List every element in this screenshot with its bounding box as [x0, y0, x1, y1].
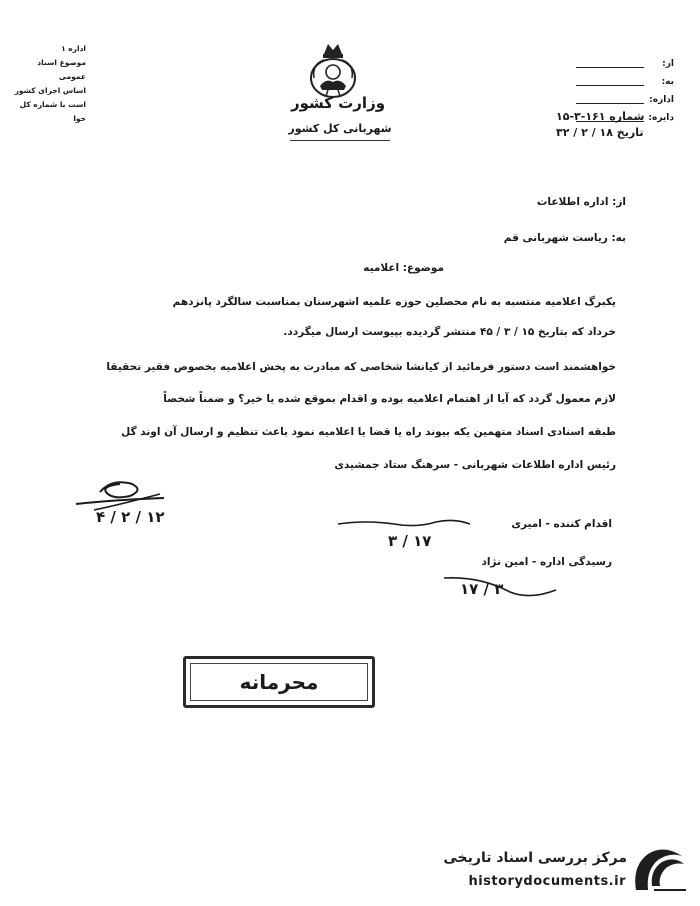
letter-number: شماره ۱۶۱-۳-۱۵ — [556, 110, 645, 123]
letter-to: به: ریاست شهربانی قم — [503, 232, 626, 244]
header-field — [570, 57, 674, 75]
handwritten-stroke — [336, 518, 472, 530]
watermark-url: historydocuments.ir — [468, 874, 626, 889]
header-left-line: موضوع اسناد عمومی — [37, 58, 86, 81]
archive-logo-icon — [630, 846, 688, 894]
header-field-label: از: — [662, 59, 674, 69]
header-left-line: اساس اجرای کشور — [14, 86, 86, 95]
letter-paragraph-line: لازم معمول گردد که آیا از اهتمام اعلامیه بوده و اقدام بموقع شده یا خیر؟ و ضمناً شخصاً — [163, 393, 616, 405]
header-left-line: اداره ۱ — [61, 44, 86, 53]
header-field — [570, 75, 674, 93]
letter-paragraph-line: خرداد که بتاریخ ۱۵ / ۳ / ۴۵ منتشر گردیده بپیوست ارسال میگردد. — [283, 326, 616, 338]
header-left-block — [14, 42, 86, 126]
handling-note: اقدام کننده - امیری — [511, 518, 612, 530]
fill-line — [576, 85, 644, 86]
fill-line — [576, 67, 644, 68]
letter-paragraph-line: یکبرگ اعلامیه منتسبه به نام محصلین حوزه علمیه اشهرستان بمناسبت سالگرد پانزدهم — [172, 296, 616, 308]
handling-note: رسیدگی اداره - امین نژاد — [481, 556, 612, 568]
header-field — [570, 93, 674, 111]
divider — [290, 140, 390, 141]
handwritten-date: ۱۲ / ۲ / ۴ — [96, 508, 165, 526]
stamp-text: محرمانه — [190, 663, 368, 701]
fill-line — [576, 103, 644, 104]
header-field-label: دایره: — [648, 113, 674, 123]
header-field-label: به: — [661, 77, 674, 87]
lion-and-sun-crest — [306, 38, 360, 100]
letter-date: تاریخ ۱۸ / ۲ / ۳۲ — [556, 126, 644, 139]
letter-paragraph-line: خواهشمند است دستور فرمائید از کیانشا شخاصی که مبادرت به پخش اعلامیه بخصوص فقیر تحقیقا — [106, 361, 616, 373]
signatory-line: رئیس اداره اطلاعات شهربانی - سرهنگ ستاد جمشیدی — [334, 459, 616, 471]
letter-subject: موضوع: اعلامیه — [363, 262, 444, 274]
letter-paragraph-line: طبقه اسنادی اسناد متهمین یکه بیوند راه یا قضا یا اعلامیه نمود باعث تنظیم و ارسال آن اوند گل — [121, 426, 616, 438]
handwritten-date: ۱۷ / ۳ — [388, 532, 432, 550]
handwritten-date: ۳ / ۱۷ — [460, 580, 504, 598]
confidential-stamp — [183, 656, 375, 708]
header-field-label: اداره: — [649, 95, 674, 105]
department-title: شهربانی کل کشور — [288, 122, 392, 135]
ministry-title: وزارت کشور — [290, 94, 386, 112]
header-left-line: است با شماره کل خوا — [19, 100, 86, 123]
watermark-title: مرکز بررسی اسناد تاریخی — [443, 850, 627, 866]
letter-from: از: اداره اطلاعات — [536, 196, 626, 208]
